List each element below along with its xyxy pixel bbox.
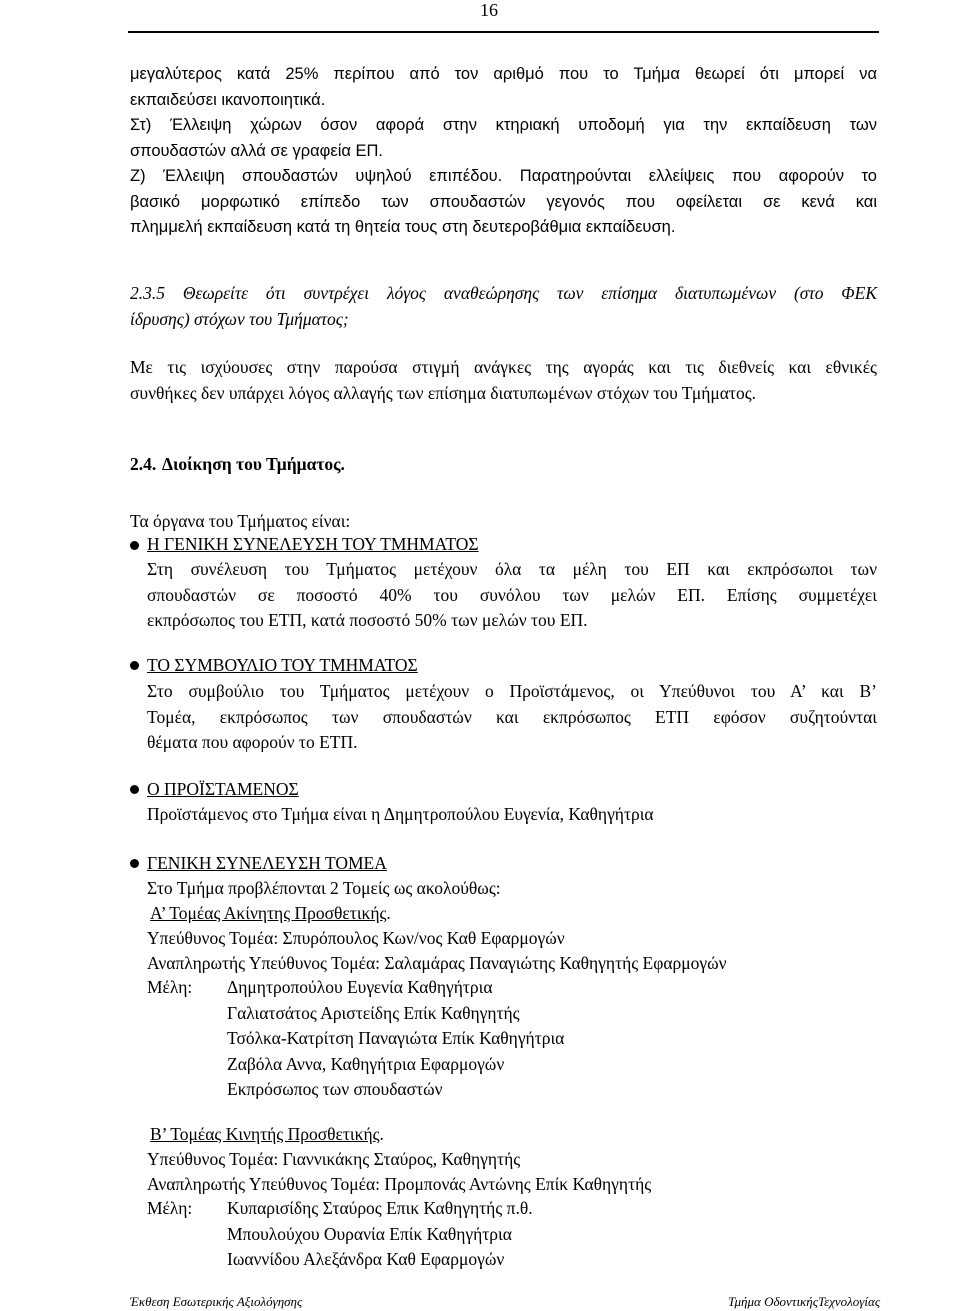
section-title: Διοίκηση του Τμήματος. [162, 454, 345, 474]
organ-body: Στο Τμήμα προβλέπονται 2 Τομείς ως ακολούθως: [147, 878, 501, 898]
bullet-icon [130, 541, 139, 550]
page-number: 16 [480, 0, 498, 20]
sector-a-members [147, 975, 867, 1103]
footer-right: Τμήμα ΟδοντικήςΤεχνολογίας [728, 1294, 881, 1309]
bullet-icon [130, 661, 139, 670]
organ-line: Τομέα, εκπρόσωπος των σπουδαστών και εκπρόσωπος ΕΤΠ εφόσον συζητούνται [147, 706, 877, 727]
sector-a-deputy: Αναπληρωτής Υπεύθυνος Τομέα: Σαλαμάρας Παναγιώτης Καθηγητής Εφαρμογών [147, 953, 727, 973]
organ-body [147, 557, 877, 634]
members-label: Μέλη: [147, 977, 193, 997]
sector-b-head: Υπεύθυνος Τομέα: Γιαννικάκης Σταύρος, Καθηγητής [147, 1149, 521, 1169]
intro-line: εκπαιδεύσει ικανοποιητικά. [130, 90, 326, 109]
sector-b-title-text: Β’ Τομέας Κινητής Προσθετικής [150, 1124, 380, 1144]
member-item: Εκπρόσωπος των σπουδαστών [227, 1079, 443, 1099]
section-number: 2.4. [130, 454, 157, 474]
intro-line: πλημμελή εκπαίδευση κατά τη θητεία τους στη δευτεροβάθμια εκπαίδευση. [130, 218, 676, 236]
sector-a-title-text: Α’ Τομέας Ακίνητης Προσθετικής [150, 903, 387, 923]
answer-line: Με τις ισχύουσες στην παρούσα στιγμή ανάγκες της αγοράς και τις διεθνείς και εθνικές [130, 357, 877, 377]
organ-line: Στη συνέλευση του Τμήματος μετέχουν όλα τα μέλη του ΕΠ και εκπρόσωποι των [147, 559, 877, 579]
organ-line: Στο συμβούλιο του Τμήματος μετέχουν ο Προϊστάμενος, οι Υπεύθυνοι του Α’ και Β’ [147, 681, 877, 701]
sector-b-title-suffix: . [379, 1124, 384, 1144]
organ-heading: ΓΕΝΙΚΗ ΣΥΝΕΛΕΥΣΗ ΤΟΜΕΑ [147, 853, 387, 873]
question-2-3-5 [130, 281, 877, 332]
member-item: Τσόλκα-Κατρίτση Παναγιώτα Επίκ Καθηγήτρια [227, 1028, 565, 1048]
header-rule [128, 31, 879, 33]
organ-heading: ΤΟ ΣΥΜΒΟΥΛΙΟ ΤΟΥ ΤΜΗΜΑΤΟΣ [147, 655, 418, 675]
sector-b-members [147, 1196, 867, 1273]
member-item: Κυπαρισίδης Σταύρος Επικ Καθηγητής π.θ. [227, 1198, 533, 1218]
member-item: Μπουλούχου Ουρανία Επίκ Καθηγήτρια [227, 1223, 512, 1244]
organ-body [147, 679, 877, 756]
intro-line: μεγαλύτερος κατά 25% περίπου από τον αριθμό που το Τμήμα θεωρεί ότι μπορεί να [130, 65, 877, 83]
organ-line: θέματα που αφορούν το ΕΤΠ. [147, 732, 358, 752]
member-item: Γαλιατσάτος Αριστείδης Επίκ Καθηγητής [227, 1002, 520, 1023]
sector-b-deputy: Αναπληρωτής Υπεύθυνος Τομέα: Προμπονάς Αντώνης Επίκ Καθηγητής [147, 1174, 652, 1194]
intro-paragraph [130, 62, 877, 241]
intro-line: βασικό μορφωτικό επίπεδο των σπουδαστών γεγονός που οφείλεται σε κενά και [130, 192, 877, 211]
sector-a-head: Υπεύθυνος Τομέα: Σπυρόπουλος Κων/νος Καθ Εφαρμογών [147, 928, 565, 948]
organ-line: σπουδαστών σε ποσοστό 40% του συνόλου των μελών ΕΠ. Επίσης συμμετέχει [147, 584, 877, 605]
section-heading [130, 452, 345, 478]
footer-left: Έκθεση Εσωτερικής Αξιολόγησης [130, 1294, 303, 1309]
member-item: Δημητροπούλου Ευγενία Καθηγήτρια [227, 977, 493, 997]
organ-body: Προϊστάμενος στο Τμήμα είναι η Δημητροπούλου Ευγενία, Καθηγήτρια [147, 804, 654, 824]
organ-heading: Η ΓΕΝΙΚΗ ΣΥΝΕΛΕΥΣΗ ΤΟΥ ΤΜΗΜΑΤΟΣ [147, 534, 479, 554]
intro-line: σπουδαστών αλλά σε γραφεία ΕΠ. [130, 141, 384, 160]
sector-a-title-suffix: . [386, 903, 391, 923]
member-item: Ζαβόλα Αννα, Καθηγήτρια Εφαρμογών [227, 1053, 505, 1074]
answer-line: συνθήκες δεν υπάρχει λόγος αλλαγής των επίσημα διατυπωμένων στόχων του Τμήματος. [130, 382, 757, 403]
question-line: 2.3.5 Θεωρείτε ότι συντρέχει λόγος αναθεώρησης των επίσημα διατυπωμένων (στο ΦΕΚ [130, 283, 877, 303]
intro-line: Στ) Έλλειψη χώρων όσον αφορά στην κτηριακή υποδομή για την εκπαίδευση των [130, 116, 877, 134]
answer-paragraph [130, 355, 877, 406]
members-label: Μέλη: [147, 1198, 193, 1218]
intro-line: Ζ) Έλλειψη σπουδαστών υψηλού επιπέδου. Παρατηρούνται ελλείψεις που αφορούν το [130, 167, 877, 185]
member-item: Ιωαννίδου Αλεξάνδρα Καθ Εφαρμογών [227, 1249, 505, 1269]
sector-b-title [150, 1122, 384, 1148]
bullet-icon [130, 859, 139, 868]
organs-intro: Τα όργανα του Τμήματος είναι: [130, 511, 351, 531]
sector-a-title [150, 901, 391, 927]
bullet-icon [130, 785, 139, 794]
organ-line: εκπρόσωπος του ΕΤΠ, κατά ποσοστό 50% των μελών του ΕΠ. [147, 610, 588, 630]
organ-heading: Ο ΠΡΟΪΣΤΑΜΕΝΟΣ [147, 779, 299, 799]
question-line: ίδρυσης) στόχων του Τμήματος; [130, 308, 349, 329]
